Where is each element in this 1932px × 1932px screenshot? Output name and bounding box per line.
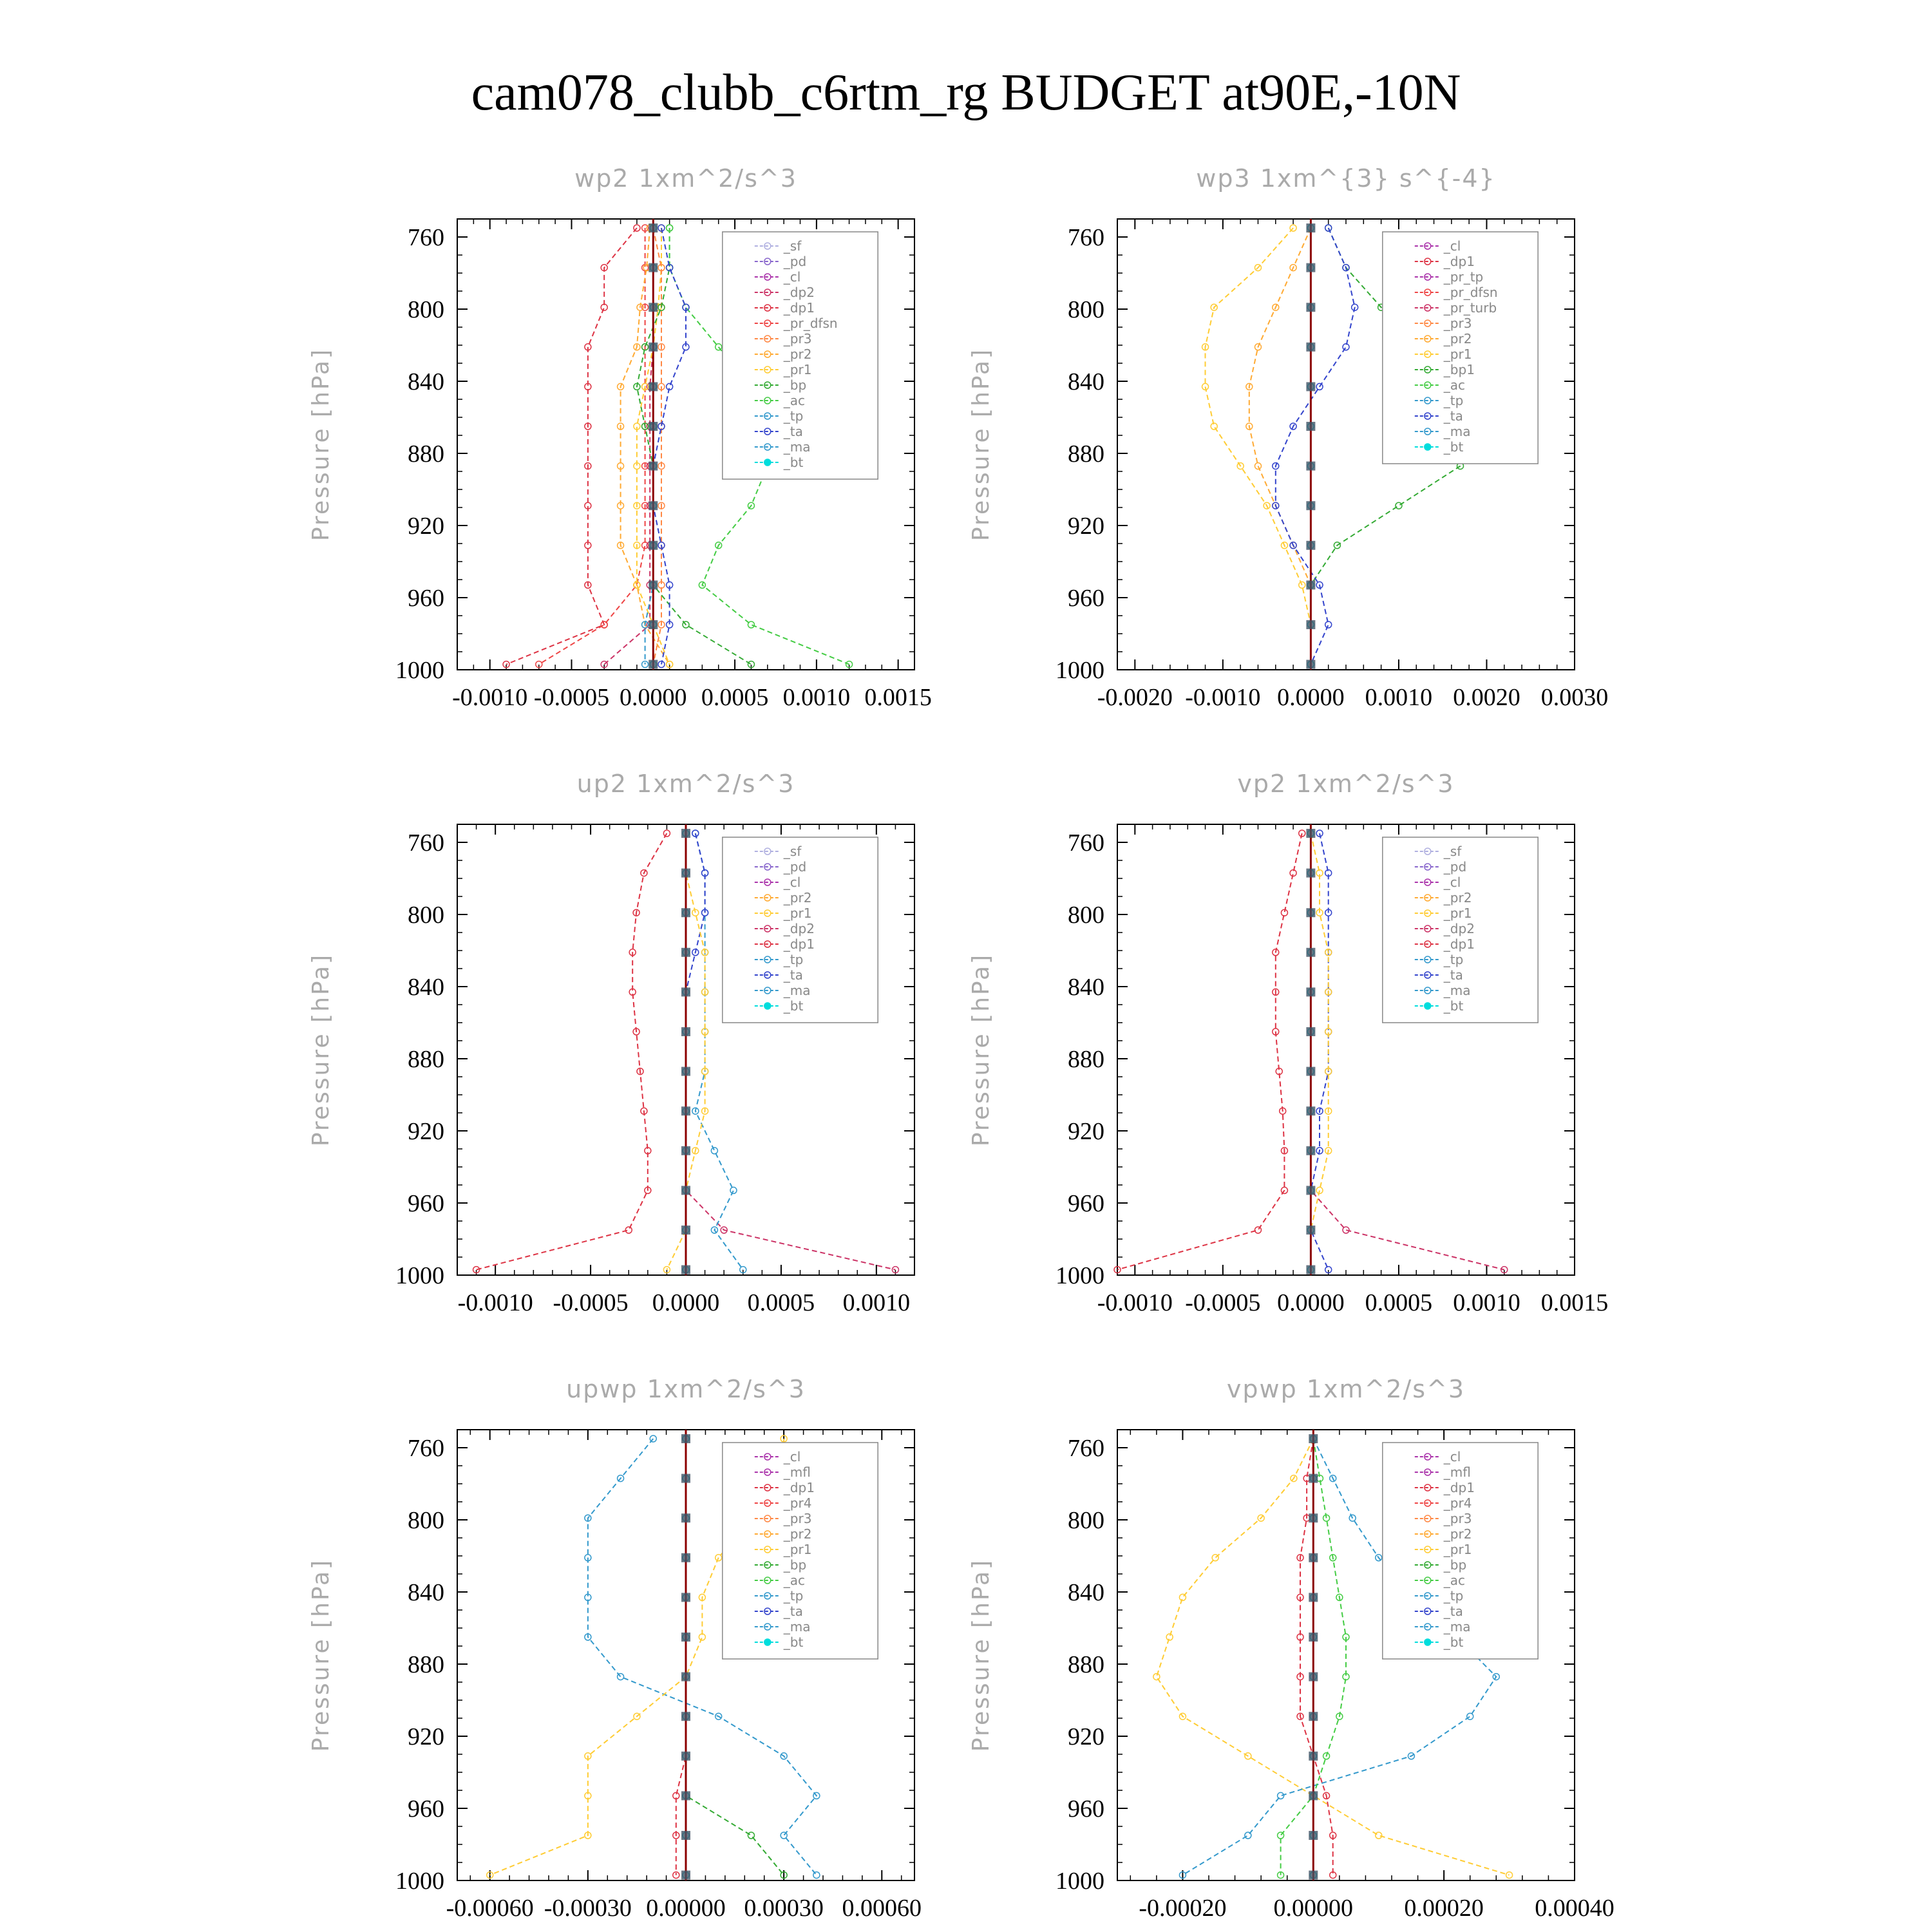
x-tick-label: 0.0000 [620,684,687,711]
legend-label: _pd [783,254,807,269]
data-point [1179,1594,1186,1600]
y-tick-label: 960 [408,1190,444,1217]
x-tick-label: 0.0015 [1540,1289,1609,1316]
zero-marker [1306,422,1315,431]
data-point [813,1872,820,1879]
x-tick-label: 0.0005 [701,684,769,711]
y-axis-label: Pressure [hPa] [968,1558,994,1752]
legend-label: _dp1 [783,300,815,316]
zero-marker [681,1871,690,1880]
zero-marker [649,580,658,589]
zero-marker [681,987,690,996]
legend-label: _ta [1443,408,1463,424]
y-axis-label: Pressure [hPa] [968,952,994,1147]
legend-label: _sf [1443,844,1462,859]
data-point [1376,1832,1382,1839]
y-tick-label: 880 [1068,1651,1104,1678]
legend-label: _ma [783,439,811,455]
legend-label: _bt [783,998,804,1014]
x-tick-label: 0.00030 [744,1895,824,1922]
data-point [730,1187,737,1193]
y-tick-label: 960 [408,1795,444,1823]
legend-label: _bt [783,455,804,470]
legend-label: _pr2 [783,346,812,362]
legend-label: _ta [783,1604,803,1619]
y-tick-label: 840 [1068,1579,1104,1606]
y-tick-label: 800 [408,296,444,323]
zero-marker [681,1553,690,1562]
zero-marker [1306,1186,1315,1195]
legend-label: _pd [1443,859,1467,875]
data-point [1245,1832,1251,1839]
legend-label: _ac [783,393,806,408]
x-tick-label: 0.0000 [1277,1289,1345,1316]
y-axis-label: Pressure [hPa] [308,1558,334,1752]
zero-marker [1306,1027,1315,1036]
legend-label: _tp [1443,952,1464,967]
zero-marker [681,1831,690,1840]
y-tick-label: 840 [408,974,444,1001]
legend-label: _mfl [1443,1464,1471,1480]
zero-marker [681,1265,690,1274]
legend-label: _pr_dfsn [783,316,838,331]
zero-marker [649,382,658,391]
zero-marker [1306,908,1315,917]
zero-marker [681,1434,690,1443]
zero-marker [1306,343,1315,352]
legend-label: _pr4 [1443,1495,1472,1511]
series-line-dp1 [1300,1439,1333,1875]
legend-label: _pr1 [1443,1542,1472,1557]
x-tick-label: -0.0005 [553,1289,629,1316]
zero-marker [681,948,690,957]
zero-marker [1306,829,1315,838]
zero-marker [1309,1513,1318,1522]
data-point [618,1674,624,1680]
zero-marker [681,1146,690,1155]
x-tick-label: -0.0010 [452,684,528,711]
legend-marker [764,459,771,466]
zero-marker [649,422,658,431]
legend-label: _pr3 [783,1511,812,1526]
y-tick-label: 840 [408,1579,444,1606]
zero-marker [1306,580,1315,589]
zero-marker [1309,1871,1318,1880]
legend-label: _ac [1443,377,1466,393]
x-tick-label: 0.0015 [864,684,932,711]
legend-label: _ma [1443,424,1471,439]
y-tick-label: 920 [1068,1118,1104,1145]
zero-marker [1309,1474,1318,1483]
y-tick-label: 1000 [395,1868,444,1895]
legend-label: _pr2 [783,1526,812,1542]
zero-marker [1309,1633,1318,1642]
series-line-ta [653,228,686,665]
zero-marker [649,343,658,352]
y-tick-label: 1000 [395,1262,444,1289]
chart-panel [968,164,1608,711]
x-tick-label: -0.00030 [544,1895,632,1922]
y-tick-label: 880 [1068,440,1104,468]
x-tick-label: 0.0000 [652,1289,720,1316]
x-tick-label: 0.0010 [1453,1289,1520,1316]
zero-marker [649,303,658,312]
legend-marker [764,1639,771,1645]
zero-marker [649,541,658,550]
legend-label: _pr1 [1443,905,1472,921]
y-tick-label: 760 [408,224,444,251]
zero-marker [681,1791,690,1800]
legend-label: _ma [1443,983,1471,998]
legend-label: _ma [783,1619,811,1634]
y-tick-label: 1000 [1056,1262,1104,1289]
y-tick-label: 920 [408,513,444,540]
zero-marker [1306,1067,1315,1076]
legend-label: _cl [783,269,801,285]
legend-label: _pr1 [783,1542,812,1557]
legend-label: _cl [783,1449,801,1464]
zero-marker [681,869,690,878]
zero-marker [1306,987,1315,996]
x-tick-label: 0.0010 [842,1289,911,1316]
legend-label: _tp [1443,1588,1464,1604]
y-tick-label: 960 [1068,585,1104,612]
x-tick-label: 0.00000 [1273,1895,1354,1922]
legend-label: _dp1 [783,1480,815,1495]
series-line-ta [1311,833,1328,1270]
zero-marker [649,223,658,232]
legend-label: _pr1 [783,362,812,377]
data-point [1153,1674,1160,1680]
zero-marker [1306,620,1315,629]
series-line-pr_dfsn [539,228,645,665]
y-tick-label: 920 [408,1723,444,1750]
legend-marker [764,1003,771,1009]
panel-title: wp2 1xm^2/s^3 [574,164,797,193]
y-tick-label: 960 [408,585,444,612]
legend-label: _bp1 [1443,362,1475,377]
x-tick-label: 0.0030 [1540,684,1609,711]
x-tick-label: -0.0010 [1097,1289,1173,1316]
legend-label: _tp [783,1588,804,1604]
y-tick-label: 760 [1068,829,1104,857]
legend-marker [1425,1639,1431,1645]
data-point [781,1832,787,1839]
legend-label: _pr1 [783,905,812,921]
zero-marker [1306,462,1315,471]
data-point [1278,1832,1284,1839]
legend-label: _ac [783,1573,806,1588]
y-tick-label: 960 [1068,1795,1104,1823]
zero-marker [1306,660,1315,669]
y-tick-label: 1000 [1056,657,1104,684]
y-tick-label: 840 [1068,974,1104,1001]
x-tick-label: 0.00000 [646,1895,726,1922]
zero-marker [1306,303,1315,312]
x-tick-label: -0.0010 [1185,684,1261,711]
zero-marker [681,1226,690,1235]
legend-label: _tp [783,952,804,967]
legend-label: _tp [1443,393,1464,408]
zero-marker [681,829,690,838]
series-line-ta [1276,228,1355,665]
zero-marker [1306,1226,1315,1235]
x-tick-label: -0.00060 [446,1895,534,1922]
legend-label: _ta [783,424,803,439]
zero-marker [1309,1553,1318,1562]
zero-marker [681,1067,690,1076]
chart-panel [968,1375,1615,1922]
x-tick-label: -0.0010 [457,1289,533,1316]
legend-label: _bt [1443,439,1464,455]
x-tick-label: -0.0005 [533,684,610,711]
y-tick-label: 840 [1068,368,1104,395]
chart-panel [308,1375,922,1922]
legend-marker [1425,1003,1431,1009]
series-line-ta [686,833,705,1270]
data-point [1255,1227,1261,1233]
zero-marker [649,263,658,272]
zero-marker [1306,223,1315,232]
x-tick-label: -0.0020 [1097,684,1173,711]
legend-label: _pr2 [783,890,812,905]
zero-marker [681,1633,690,1642]
data-point [1278,1792,1284,1799]
zero-marker [1309,1712,1318,1721]
zero-marker [1309,1791,1318,1800]
zero-marker [681,1474,690,1483]
y-tick-label: 760 [408,829,444,857]
zero-marker [681,1752,690,1761]
x-tick-label: -0.00020 [1139,1895,1227,1922]
panel-title: vp2 1xm^2/s^3 [1237,770,1455,798]
legend-label: _pr_turb [1443,300,1497,316]
zero-marker [681,1672,690,1681]
x-tick-label: 0.0005 [1365,1289,1433,1316]
y-tick-label: 760 [1068,1435,1104,1462]
zero-marker [649,620,658,629]
series-line-dp2 [604,228,653,665]
series-line-pr1 [1206,228,1311,665]
series-line-tp [645,228,654,665]
legend-label: _pr2 [1443,890,1472,905]
x-tick-label: 0.00060 [842,1895,922,1922]
data-point [711,1148,717,1154]
data-point [748,1832,754,1839]
data-point [663,830,670,837]
legend-label: _dp2 [1443,921,1475,936]
panels-container [308,164,1615,1922]
zero-marker [1306,501,1315,510]
figure-title: cam078_clubb_c6rtm_rg BUDGET at90E,-10N [471,64,1461,121]
legend-label: _dp1 [783,936,815,952]
legend-label: _pr3 [783,331,812,346]
y-tick-label: 1000 [395,657,444,684]
chart-panel [968,770,1608,1316]
zero-marker [681,1027,690,1036]
zero-marker [681,908,690,917]
legend-label: _dp1 [1443,1480,1475,1495]
y-axis-label: Pressure [hPa] [308,952,334,1147]
legend-label: _pd [783,859,807,875]
zero-marker [1309,1831,1318,1840]
y-tick-label: 960 [1068,1190,1104,1217]
legend-label: _pr2 [1443,1526,1472,1542]
zero-marker [649,462,658,471]
zero-marker [649,660,658,669]
panel-title: upwp 1xm^2/s^3 [566,1375,806,1403]
legend-label: _bt [1443,998,1464,1014]
legend-label: _tp [783,408,804,424]
zero-marker [681,1513,690,1522]
legend-label: _bp [783,1557,807,1573]
y-tick-label: 760 [408,1435,444,1462]
legend-label: _sf [783,844,802,859]
legend-label: _pr3 [1443,316,1472,331]
legend-label: _bp [1443,1557,1467,1573]
y-tick-label: 920 [408,1118,444,1145]
y-tick-label: 800 [408,902,444,929]
y-axis-label: Pressure [hPa] [308,347,334,542]
data-point [748,621,754,628]
zero-marker [1309,1672,1318,1681]
panel-title: up2 1xm^2/s^3 [576,770,795,798]
zero-marker [1306,1106,1315,1115]
legend-label: _pr3 [1443,1511,1472,1526]
panel-title: vpwp 1xm^2/s^3 [1226,1375,1466,1403]
legend-label: _bt [783,1634,804,1650]
data-point [1212,1555,1218,1561]
legend-label: _cl [783,875,801,890]
x-tick-label: -0.0005 [1185,1289,1261,1316]
data-point [1325,621,1332,628]
zero-marker [1306,948,1315,957]
series-line-pr2 [1249,228,1311,665]
zero-marker [681,1106,690,1115]
zero-marker [1306,382,1315,391]
zero-marker [1306,541,1315,550]
y-tick-label: 800 [1068,1507,1104,1534]
legend-label: _bp [783,377,807,393]
series-line-dp1 [676,1439,686,1875]
chart-panel [308,164,932,711]
y-tick-label: 800 [408,1507,444,1534]
series-line-pr1 [1311,833,1328,1270]
legend-label: _cl [1443,238,1461,254]
y-tick-label: 760 [1068,224,1104,251]
legend-label: _cl [1443,875,1461,890]
legend-label: _ac [1443,1573,1466,1588]
zero-marker [681,1593,690,1602]
data-point [1343,344,1349,350]
legend-label: _pr4 [783,1495,812,1511]
y-tick-label: 1000 [1056,1868,1104,1895]
zero-marker [1309,1593,1318,1602]
legend-marker [1425,444,1431,450]
x-tick-label: 0.00020 [1404,1895,1484,1922]
legend-label: _sf [783,238,802,254]
zero-marker [1309,1434,1318,1443]
y-tick-label: 880 [408,1046,444,1073]
x-tick-label: 0.0010 [1365,684,1433,711]
legend-label: _dp1 [1443,936,1475,952]
x-tick-label: 0.0005 [747,1289,815,1316]
x-tick-label: 0.0000 [1277,684,1345,711]
zero-marker [1306,263,1315,272]
chart-panel [308,770,914,1316]
legend-label: _ma [783,983,811,998]
y-tick-label: 920 [1068,513,1104,540]
series-line-dp1 [1117,833,1302,1270]
legend-label: _dp2 [783,921,815,936]
data-point [1255,463,1261,469]
zero-marker [1306,1146,1315,1155]
data-point [1396,502,1402,509]
legend-label: _ta [1443,1604,1463,1619]
zero-marker [1306,1265,1315,1274]
y-tick-label: 880 [408,440,444,468]
data-point [1166,1634,1173,1640]
legend-label: _ma [1443,1619,1471,1634]
zero-marker [681,1186,690,1195]
x-tick-label: 0.00040 [1535,1895,1615,1922]
legend-label: _mfl [783,1464,811,1480]
legend-label: _dp1 [1443,254,1475,269]
y-tick-label: 800 [1068,902,1104,929]
zero-marker [649,501,658,510]
legend-label: _pr2 [1443,331,1472,346]
data-point [634,225,640,231]
legend-label: _pr_tp [1443,269,1484,285]
panel-title: wp3 1xm^{3} s^{-4} [1196,164,1496,193]
legend-label: _pr_dfsn [1443,285,1498,300]
legend-label: _bt [1443,1634,1464,1650]
legend-label: _pr1 [1443,346,1472,362]
y-tick-label: 880 [408,1651,444,1678]
zero-marker [1309,1752,1318,1761]
data-point [1467,1713,1473,1719]
x-tick-label: 0.0020 [1453,684,1520,711]
y-tick-label: 880 [1068,1046,1104,1073]
y-tick-label: 840 [408,368,444,395]
legend-label: _ta [783,967,803,983]
zero-marker [681,1712,690,1721]
zero-marker [1306,869,1315,878]
data-point [1325,225,1332,231]
series-line-dp1 [477,833,667,1270]
legend-label: _cl [1443,1449,1461,1464]
x-tick-label: 0.0010 [782,684,851,711]
legend-label: _dp2 [783,285,815,300]
legend-label: _ta [1443,967,1463,983]
y-axis-label: Pressure [hPa] [968,347,994,542]
series-line-dp1 [506,228,637,665]
y-tick-label: 920 [1068,1723,1104,1750]
y-tick-label: 800 [1068,296,1104,323]
